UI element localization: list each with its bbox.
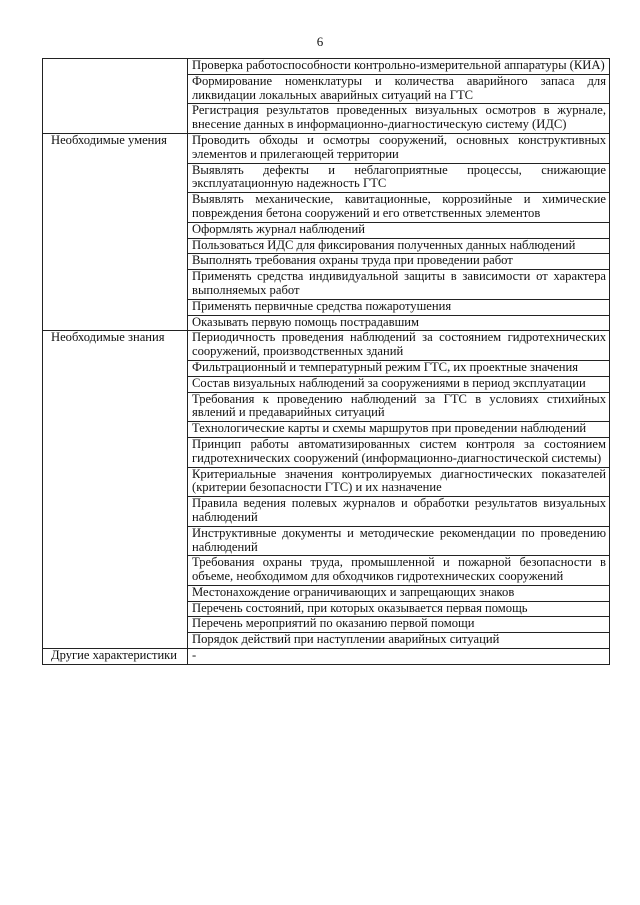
table-row xyxy=(43,331,610,361)
item-cell: Выявлять механические, кавитационные, коррозийные и химические повреждения бетона сооружений и его ответственных элементов xyxy=(188,193,610,223)
table-row xyxy=(43,649,610,665)
item-cell: Применять первичные средства пожаротушения xyxy=(188,299,610,315)
item-cell: Критериальные значения контролируемых диагностических показателей (критерии безопасности ГТС) и их назначение xyxy=(188,467,610,497)
item-cell: Регистрация результатов проведенных визуальных осмотров в журнале, внесение данных в информационно-диагностическую систему (ИДС) xyxy=(188,104,610,134)
item-cell: Правила ведения полевых журналов и обработки результатов визуальных наблюдений xyxy=(188,497,610,527)
item-cell: Перечень мероприятий по оказанию первой помощи xyxy=(188,617,610,633)
item-cell: Периодичность проведения наблюдений за состоянием гидротехнических сооружений, производственных зданий xyxy=(188,331,610,361)
item-cell: Выявлять дефекты и неблагоприятные процессы, снижающие эксплуатационную надежность ГТС xyxy=(188,163,610,193)
item-cell: Требования охраны труда, промышленной и пожарной безопасности в объеме, необходимом для обходчиков гидротехнических сооружений xyxy=(188,556,610,586)
characteristics-table xyxy=(42,58,610,665)
item-cell: - xyxy=(188,649,610,665)
item-cell: Технологические карты и схемы маршрутов при проведении наблюдений xyxy=(188,422,610,438)
item-cell: Формирование номенклатуры и количества аварийного запаса для ликвидации локальных аварийных ситуаций на ГТС xyxy=(188,74,610,104)
section-label: Необходимые знания xyxy=(43,331,188,649)
section-label: Другие характеристики xyxy=(43,649,188,665)
section-label xyxy=(43,59,188,134)
item-cell: Оформлять журнал наблюдений xyxy=(188,222,610,238)
item-cell: Проводить обходы и осмотры сооружений, основных конструктивных элементов и прилегающей территории xyxy=(188,133,610,163)
item-cell: Состав визуальных наблюдений за сооружениями в период эксплуатации xyxy=(188,376,610,392)
section-label: Необходимые умения xyxy=(43,133,188,330)
item-cell: Требования к проведению наблюдений за ГТС в условиях стихийных явлений и предаварийных ситуаций xyxy=(188,392,610,422)
item-cell: Оказывать первую помощь пострадавшим xyxy=(188,315,610,331)
table-row xyxy=(43,59,610,75)
item-cell: Выполнять требования охраны труда при проведении работ xyxy=(188,254,610,270)
table-row xyxy=(43,133,610,163)
page-number: 6 xyxy=(316,34,324,49)
item-cell: Порядок действий при наступлении аварийных ситуаций xyxy=(188,633,610,649)
item-cell: Инструктивные документы и методические рекомендации по проведению наблюдений xyxy=(188,526,610,556)
item-cell: Применять средства индивидуальной защиты в зависимости от характера выполняемых работ xyxy=(188,270,610,300)
item-cell: Фильтрационный и температурный режим ГТС, их проектные значения xyxy=(188,360,610,376)
item-cell: Принцип работы автоматизированных систем контроля за состоянием гидротехнических сооружений (информационно-диагностической системы) xyxy=(188,437,610,467)
item-cell: Пользоваться ИДС для фиксирования полученных данных наблюдений xyxy=(188,238,610,254)
item-cell: Перечень состояний, при которых оказывается первая помощь xyxy=(188,601,610,617)
item-cell: Проверка работоспособности контрольно-измерительной аппаратуры (КИА) xyxy=(188,59,610,75)
item-cell: Местонахождение ограничивающих и запрещающих знаков xyxy=(188,585,610,601)
